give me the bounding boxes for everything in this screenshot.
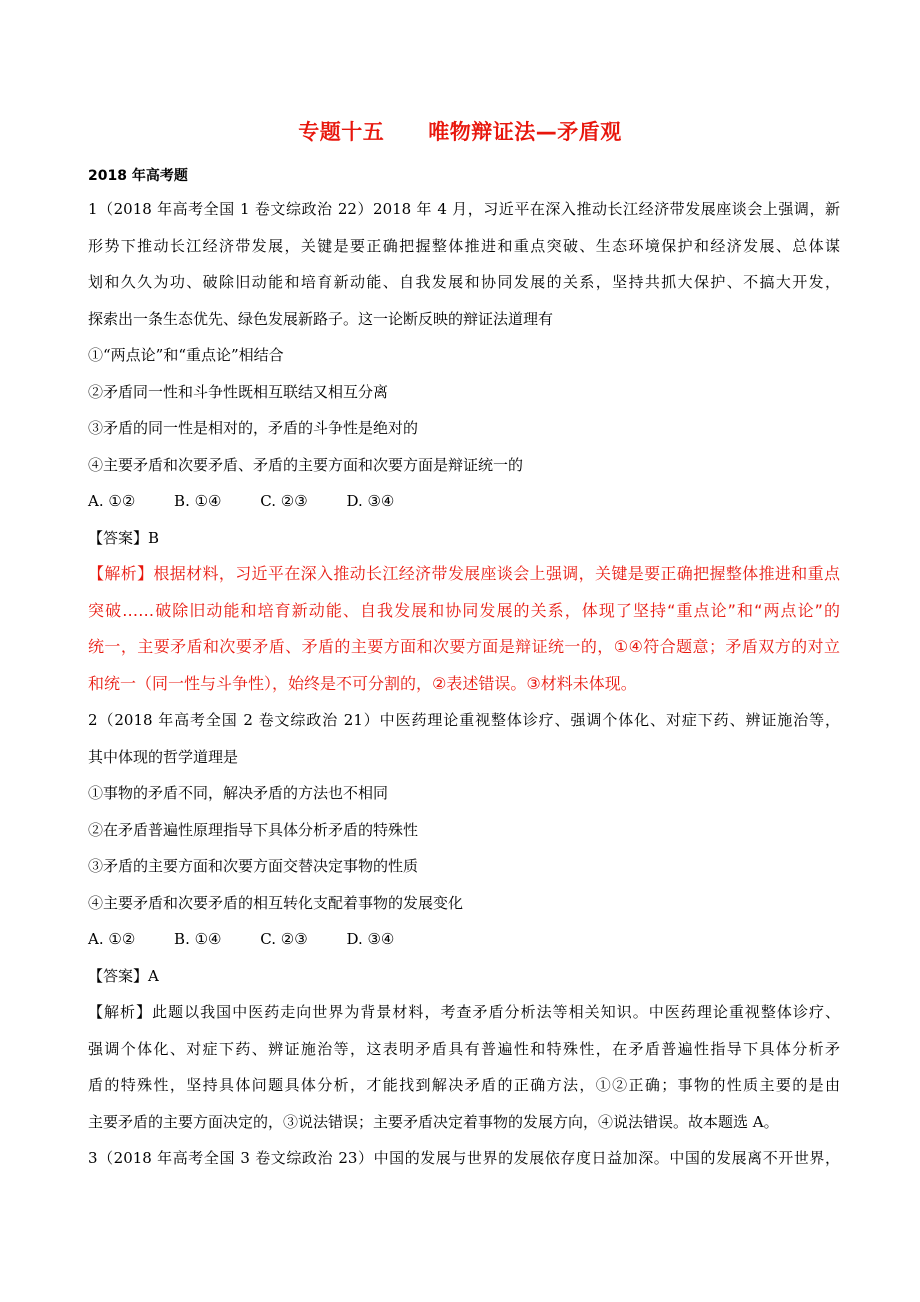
analysis-line: 主要矛盾的主要方面决定的，③说法错误；主要矛盾决定着事物的发展方向，④说法错误。故本题选 A。 xyxy=(88,1112,779,1131)
statement-item: ④主要矛盾和次要矛盾的相互转化支配着事物的发展变化 xyxy=(88,893,464,912)
question-stem-line: 其中体现的哲学道理是 xyxy=(88,747,239,766)
question-stem-line: 划和久久为功、破除旧动能和培育新动能、自我发展和协同发展的关系，坚持共抓大保护、不搞大开发， xyxy=(88,273,840,291)
option-b: B. ①④ xyxy=(174,492,222,510)
analysis-line: 和统一（同一性与斗争性），始终是不可分割的，②表述错误。③材料未体现。 xyxy=(88,673,637,693)
statement-item: ①事物的矛盾不同，解决矛盾的方法也不相同 xyxy=(88,784,389,802)
option-a: A. ①② xyxy=(88,492,136,510)
answer-options xyxy=(88,483,840,520)
answer-key: 【答案】B xyxy=(88,528,160,547)
page-title xyxy=(0,116,920,146)
title-topic-name: 唯物辩证法—矛盾观 xyxy=(428,120,622,144)
option-c: C. ②③ xyxy=(260,492,308,510)
statement-item: ④主要矛盾和次要矛盾、矛盾的主要方面和次要方面是辩证统一的 xyxy=(88,455,524,474)
question-1 xyxy=(88,191,840,702)
option-d: D. ③④ xyxy=(346,492,395,510)
analysis-line: 【解析】此题以我国中医药走向世界为背景材料，考查矛盾分析法等相关知识。中医药理论重视整体诊疗、 xyxy=(88,1003,840,1021)
analysis-line: 盾的特殊性，坚持具体问题具体分析，才能找到解决矛盾的正确方法，①②正确；事物的性质主要的是由 xyxy=(88,1076,840,1094)
question-stem-line: 探索出一条生态优先、绿色发展新路子。这一论断反映的辩证法道理有 xyxy=(88,309,554,328)
question-2 xyxy=(88,702,840,1140)
statement-item: ③矛盾的主要方面和次要方面交替决定事物的性质 xyxy=(88,857,419,875)
analysis-line: 统一，主要矛盾和次要矛盾、矛盾的主要方面和次要方面是辩证统一的，①④符合题意；矛盾双方的对立 xyxy=(88,637,840,656)
document-body xyxy=(88,191,840,1177)
answer-options xyxy=(88,921,840,958)
option-c: C. ②③ xyxy=(260,930,308,948)
question-3 xyxy=(88,1140,840,1177)
analysis-line: 强调个体化、对症下药、辨证施治等，这表明矛盾具有普遍性和特殊性，在矛盾普遍性指导下具体分析矛 xyxy=(88,1039,840,1058)
question-stem-line: 2（2018 年高考全国 2 卷文综政治 21）中医药理论重视整体诊疗、强调个体化、对症下药、辨证施治等， xyxy=(88,711,840,729)
statement-item: ③矛盾的同一性是相对的，矛盾的斗争性是绝对的 xyxy=(88,419,419,437)
option-d: D. ③④ xyxy=(346,930,395,948)
question-stem-line: 1（2018 年高考全国 1 卷文综政治 22）2018 年 4 月，习近平在深入推动长江经济带发展座谈会上强调，新 xyxy=(88,200,840,218)
analysis-line: 【解析】根据材料，习近平在深入推动长江经济带发展座谈会上强调，关键是要正确把握整体推进和重点 xyxy=(88,564,840,583)
statement-item: ①“两点论”和“重点论”相结合 xyxy=(88,346,284,364)
answer-key: 【答案】A xyxy=(88,966,159,985)
statement-item: ②在矛盾普遍性原理指导下具体分析矛盾的特殊性 xyxy=(88,820,419,839)
analysis-line: 突破……破除旧动能和培育新动能、自我发展和协同发展的关系，体现了坚持“重点论”和“两点论”的 xyxy=(88,600,840,620)
option-b: B. ①④ xyxy=(174,930,222,948)
question-stem-line: 3（2018 年高考全国 3 卷文综政治 23）中国的发展与世界的发展依存度日益加深。中国的发展离不开世界， xyxy=(88,1149,840,1167)
option-a: A. ①② xyxy=(88,930,136,948)
question-stem-line: 形势下推动长江经济带发展，关键是要正确把握整体推进和重点突破、生态环境保护和经济发展、总体谋 xyxy=(88,236,840,255)
section-heading: 2018 年高考题 xyxy=(88,168,188,184)
title-topic-number: 专题十五 xyxy=(298,120,385,144)
statement-item: ②矛盾同一性和斗争性既相互联结又相互分离 xyxy=(88,382,389,401)
